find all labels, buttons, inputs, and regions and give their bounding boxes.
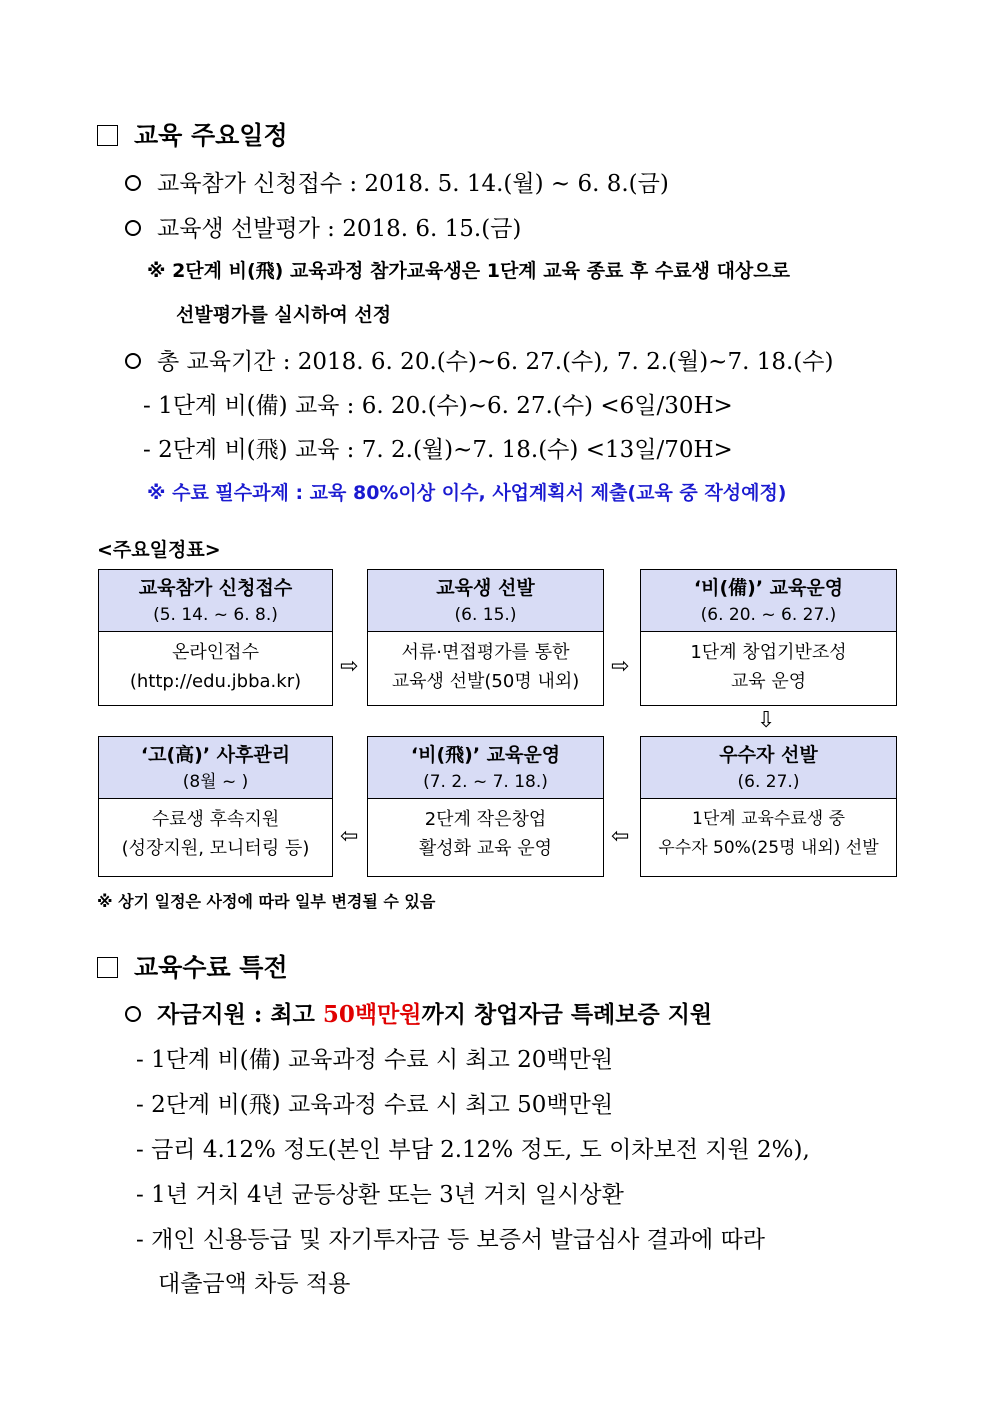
sub-item: - 1단계 비(備) 교육 : 6. 20.(수)~6. 27.(수) <6일/30H> [143,393,733,419]
schedule-footnote: ※ 상기 일정은 사정에 따라 일부 변경될 수 있음 [97,892,436,911]
circle-bullet-icon [125,1006,141,1022]
schedule-box-application [98,569,333,706]
benefit-main [125,996,712,1029]
note-line: ※ 2단계 비(飛) 교육과정 참가교육생은 1단계 교육 종료 후 수료생 대상으로 [147,260,790,282]
schedule-box-excellent [640,736,897,877]
box-body [99,632,332,696]
box-title: 교육참가 신청접수 [138,577,293,599]
box-header [368,737,603,799]
list-item-text: 교육참가 신청접수 : 2018. 5. 14.(월) ~ 6. 8.(금) [157,171,669,197]
circle-bullet-icon [125,220,141,236]
box-text: 온라인접수 [172,642,259,663]
box-date: (6. 20. ~ 6. 27.) [700,605,837,625]
box-text: 서류·면접평가를 통한 [401,642,570,663]
list-item [125,210,521,243]
down-arrow-icon: ⇩ [757,708,776,733]
list-item [125,343,833,376]
note-line: 선발평가를 실시하여 선정 [176,304,392,326]
box-text: 수료생 후속지원 [151,809,280,830]
box-body [641,799,896,863]
right-arrow-icon: ⇨ [611,654,630,679]
box-text: 우수자 50%(25명 내외) 선발 [658,838,879,858]
box-date: (6. 27.) [737,772,800,792]
sub-item: - 2단계 비(飛) 교육 : 7. 2.(월)~7. 18.(수) <13일/70H> [143,437,733,463]
schedule-box-stage2 [367,736,604,877]
box-date: (6. 15.) [454,605,517,625]
box-body [368,632,603,696]
list-item-text: 총 교육기간 : 2018. 6. 20.(수)~6. 27.(수), 7. 2.(월)~7. 18.(수) [157,349,834,375]
sub-item: - 1단계 비(備) 교육과정 수료 시 최고 20백만원 [136,1047,614,1073]
box-title: ‘비(備)’ 교육운영 [693,577,844,599]
box-text: 1단계 교육수료생 중 [692,809,845,829]
schedule-box-selection [367,569,604,706]
box-text: 활성화 교육 운영 [418,838,553,859]
right-arrow-icon: ⇨ [340,654,359,679]
box-body [641,632,896,696]
box-header [99,570,332,632]
box-header [641,570,896,632]
circle-bullet-icon [125,353,141,369]
list-item-text: 교육생 선발평가 : 2018. 6. 15.(금) [157,216,522,242]
box-header [99,737,332,799]
section-heading-schedule [97,116,288,152]
list-item [125,165,669,198]
checkbox-square-icon [97,957,118,978]
schedule-box-stage1 [640,569,897,706]
checkbox-square-icon [97,125,118,146]
section-title: 교육수료 특전 [134,953,288,982]
sub-item-continued: 대출금액 차등 적용 [158,1271,351,1297]
box-body [368,799,603,863]
left-arrow-icon: ⇦ [611,824,630,849]
note-requirement: ※ 수료 필수과제 : 교육 80%이상 이수, 사업계획서 제출(교육 중 작성예정) [147,482,787,504]
box-title: 우수자 선발 [719,744,818,766]
sub-item: - 개인 신용등급 및 자기투자금 등 보증서 발급심사 결과에 따라 [136,1227,766,1253]
box-date: (8월 ~ ) [182,772,249,792]
box-header [368,570,603,632]
box-title: 교육생 선발 [436,577,535,599]
box-text: (성장지원, 모니터링 등) [121,838,310,859]
benefit-text: 까지 창업자금 특례보증 지원 [421,1001,713,1028]
box-title: ‘비(飛)’ 교육운영 [410,744,561,766]
left-arrow-icon: ⇦ [340,824,359,849]
box-text: 1단계 창업기반조성 [690,642,847,663]
box-header [641,737,896,799]
sub-item: - 2단계 비(飛) 교육과정 수료 시 최고 50백만원 [136,1092,614,1118]
benefit-highlight: 50백만원 [322,1001,422,1028]
sub-item: - 금리 4.12% 정도(본인 부담 2.12% 정도, 도 이차보전 지원 2%), [136,1137,810,1163]
box-text: 2단계 작은창업 [424,809,547,830]
box-text: 교육생 선발(50명 내외) [391,671,580,692]
box-date: (5. 14. ~ 6. 8.) [153,605,278,625]
box-text: (http://edu.jbba.kr) [129,671,302,692]
benefit-text: 자금지원 : 최고 [157,1001,323,1028]
schedule-label: <주요일정표> [97,539,221,561]
section-title: 교육 주요일정 [134,121,288,150]
box-title: ‘고(高)’ 사후관리 [140,744,291,766]
sub-item: - 1년 거치 4년 균등상환 또는 3년 거치 일시상환 [136,1182,624,1208]
schedule-box-followup [98,736,333,877]
circle-bullet-icon [125,175,141,191]
box-text: 교육 운영 [730,671,807,692]
box-date: (7. 2. ~ 7. 18.) [423,772,548,792]
box-body [99,799,332,863]
section-heading-benefits [97,948,288,984]
